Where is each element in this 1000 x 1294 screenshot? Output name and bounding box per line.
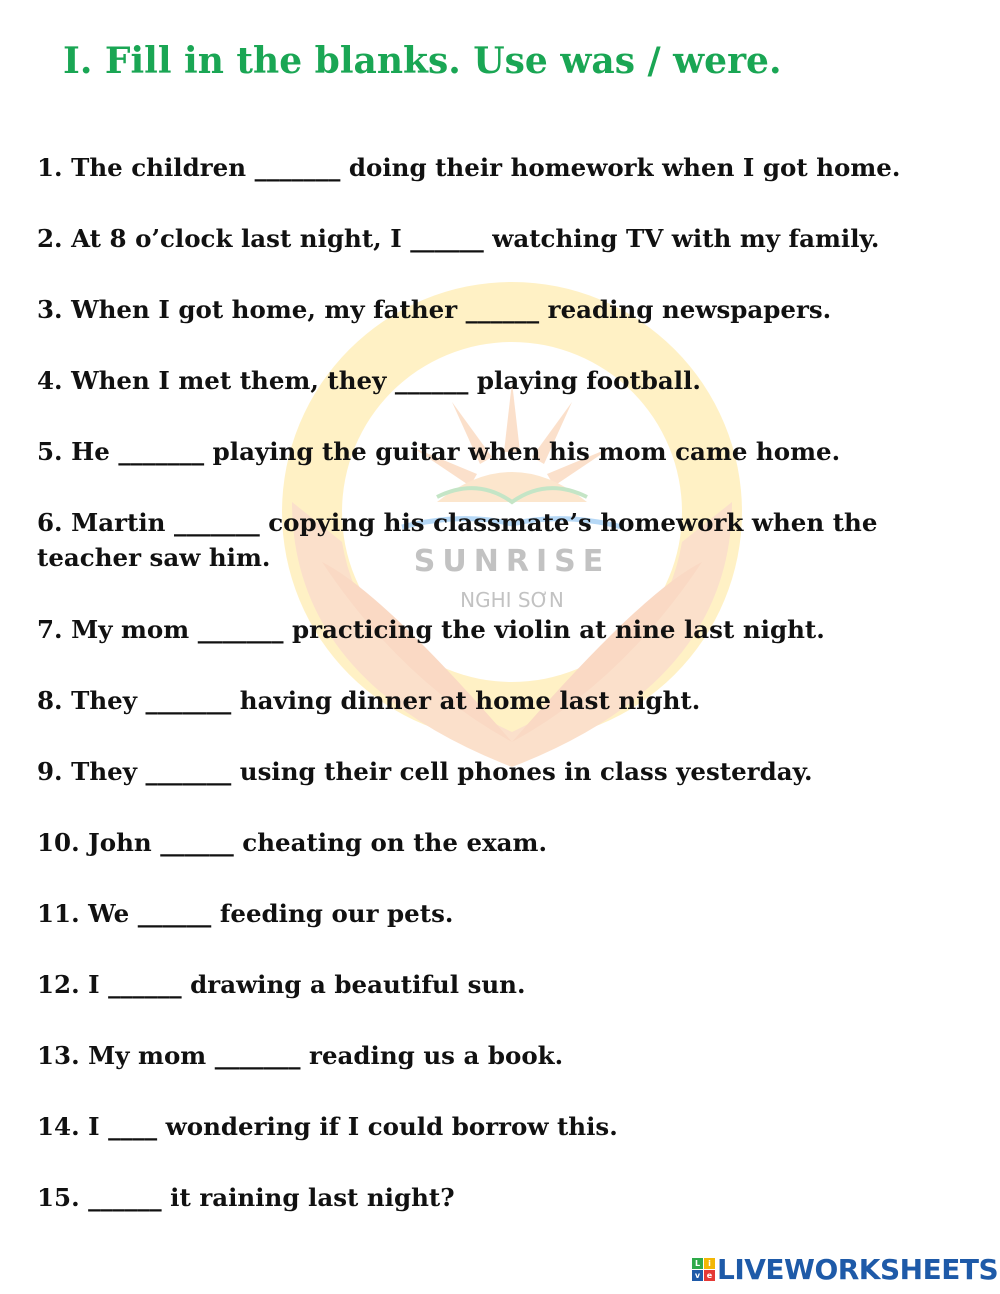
watermark-name: SUNRISE [413, 544, 611, 579]
question-item: 1. The children _______ doing their homework when I got home. [37, 153, 901, 182]
page-title: I. Fill in the blanks. Use was / were. [63, 40, 782, 82]
logo-letter: i [704, 1258, 715, 1269]
question-list [37, 150, 987, 1251]
logo-letter: L [692, 1258, 703, 1269]
question-item: 12. I ______ drawing a beautiful sun. [37, 970, 526, 999]
brand-name: LIVEWORKSHEETS [717, 1252, 999, 1286]
question-item: 15. ______ it raining last night? [37, 1183, 455, 1212]
liveworksheets-logo-icon [692, 1258, 715, 1281]
question-item: 9. They _______ using their cell phones in class yesterday. [37, 757, 813, 786]
watermark-location: NGHI SƠN [460, 588, 564, 612]
liveworksheets-brand[interactable] [692, 1254, 998, 1284]
question-item: 13. My mom _______ reading us a book. [37, 1041, 564, 1070]
question-item: 2. At 8 o’clock last night, I ______ watching TV with my family. [37, 224, 880, 253]
question-item: 14. I ____ wondering if I could borrow this. [37, 1112, 618, 1141]
question-item: 7. My mom _______ practicing the violin at nine last night. [37, 615, 825, 644]
question-item: 3. When I got home, my father ______ reading newspapers. [37, 295, 832, 324]
logo-letter: e [704, 1270, 715, 1281]
logo-letter: v [692, 1270, 703, 1281]
question-item: 5. He _______ playing the guitar when his mom came home. [37, 437, 841, 466]
question-item: 10. John ______ cheating on the exam. [37, 828, 548, 857]
question-item: 8. They _______ having dinner at home last night. [37, 686, 701, 715]
question-item: 6. Martin _______ copying his classmate’s homework when the teacher saw him. [37, 508, 878, 572]
question-item: 11. We ______ feeding our pets. [37, 899, 454, 928]
question-item: 4. When I met them, they ______ playing football. [37, 366, 701, 395]
